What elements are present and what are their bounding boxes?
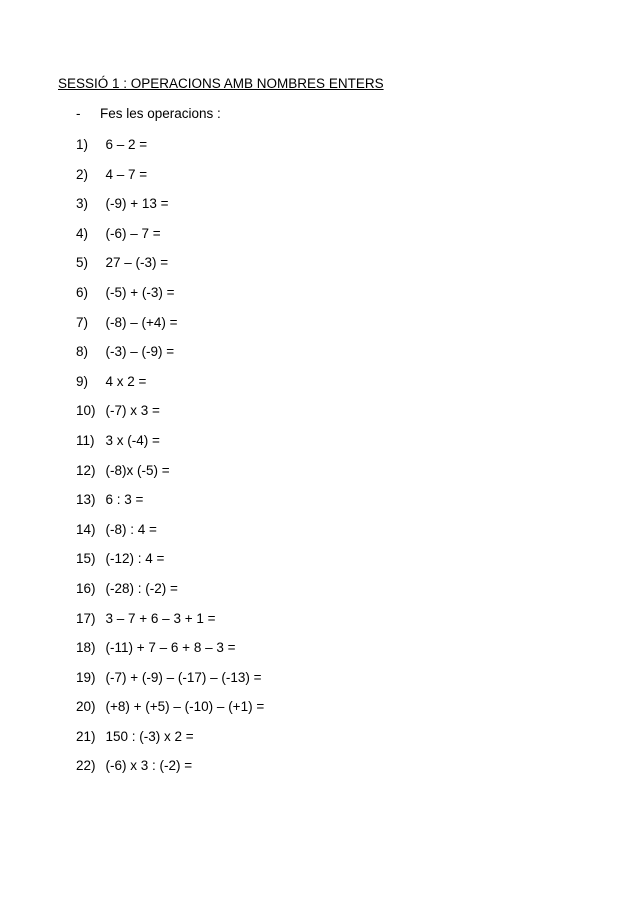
- operation-number: 11): [76, 432, 95, 448]
- operation-expression: (-7) x 3 =: [105, 403, 160, 419]
- operation-number: 9): [76, 373, 89, 389]
- operation-number: 8): [76, 344, 89, 360]
- operation-expression: (-9) + 13 =: [105, 196, 169, 212]
- operation-expression: 3 – 7 + 6 – 3 + 1 =: [105, 610, 216, 626]
- list-item: [76, 433, 264, 463]
- operation-number: 19): [76, 669, 96, 685]
- operation-expression: 6 – 2 =: [105, 137, 148, 152]
- list-item: [76, 699, 264, 729]
- list-item: [76, 196, 264, 226]
- operation-expression: (-6) – 7 =: [105, 225, 161, 241]
- operation-number: 1): [76, 137, 89, 152]
- operation-expression: 6 : 3 =: [105, 492, 144, 508]
- operation-expression: 4 – 7 =: [105, 166, 148, 182]
- instruction-bullet: -: [76, 106, 81, 121]
- operation-expression: (-8)x (-5) =: [105, 462, 170, 478]
- list-item: [76, 611, 264, 641]
- list-item: [76, 551, 264, 581]
- operation-number: 21): [76, 728, 96, 744]
- list-item: [76, 640, 264, 670]
- instruction: [76, 106, 221, 121]
- operation-expression: (-7) + (-9) – (-17) – (-13) =: [105, 669, 262, 685]
- operation-number: 12): [76, 462, 96, 478]
- operations-list: [76, 137, 264, 788]
- list-item: [76, 581, 264, 611]
- operation-number: 18): [76, 640, 96, 656]
- list-item: [76, 344, 264, 374]
- operation-expression: 150 : (-3) x 2 =: [105, 728, 194, 744]
- list-item: [76, 492, 264, 522]
- operation-number: 20): [76, 699, 96, 715]
- list-item: [76, 226, 264, 256]
- operation-expression: (-3) – (-9) =: [105, 344, 175, 360]
- operation-number: 2): [76, 166, 89, 182]
- list-item: [76, 522, 264, 552]
- operation-expression: (-8) – (+4) =: [105, 314, 178, 330]
- list-item: [76, 137, 264, 167]
- operation-expression: (+8) + (+5) – (-10) – (+1) =: [105, 699, 265, 715]
- list-item: [76, 167, 264, 197]
- operation-expression: (-5) + (-3) =: [105, 284, 175, 300]
- instruction-text: Fes les operacions :: [100, 106, 221, 121]
- list-item: [76, 758, 264, 788]
- operation-number: 7): [76, 314, 89, 330]
- list-item: [76, 463, 264, 493]
- operation-number: 17): [76, 610, 96, 626]
- list-item: [76, 285, 264, 315]
- operation-expression: (-6) x 3 : (-2) =: [105, 758, 193, 774]
- list-item: [76, 255, 264, 285]
- operation-number: 6): [76, 284, 89, 300]
- operation-expression: (-12) : 4 =: [105, 551, 165, 567]
- operation-number: 13): [76, 492, 96, 508]
- operation-number: 14): [76, 521, 96, 537]
- operation-number: 4): [76, 225, 89, 241]
- operation-expression: (-8) : 4 =: [105, 521, 157, 537]
- operation-number: 22): [76, 758, 96, 774]
- list-item: [76, 315, 264, 345]
- operation-expression: 3 x (-4) =: [105, 432, 160, 448]
- operation-expression: 27 – (-3) =: [105, 255, 169, 271]
- operation-number: 16): [76, 580, 96, 596]
- operation-number: 3): [76, 196, 89, 212]
- operation-number: 15): [76, 551, 96, 567]
- list-item: [76, 670, 264, 700]
- list-item: [76, 729, 264, 759]
- operation-number: 10): [76, 403, 96, 419]
- list-item: [76, 403, 264, 433]
- operation-expression: 4 x 2 =: [105, 373, 147, 389]
- operation-expression: (-11) + 7 – 6 + 8 – 3 =: [105, 640, 236, 656]
- page-title: SESSIÓ 1 : OPERACIONS AMB NOMBRES ENTERS: [58, 76, 384, 91]
- operation-number: 5): [76, 255, 89, 271]
- list-item: [76, 374, 264, 404]
- operation-expression: (-28) : (-2) =: [105, 580, 178, 596]
